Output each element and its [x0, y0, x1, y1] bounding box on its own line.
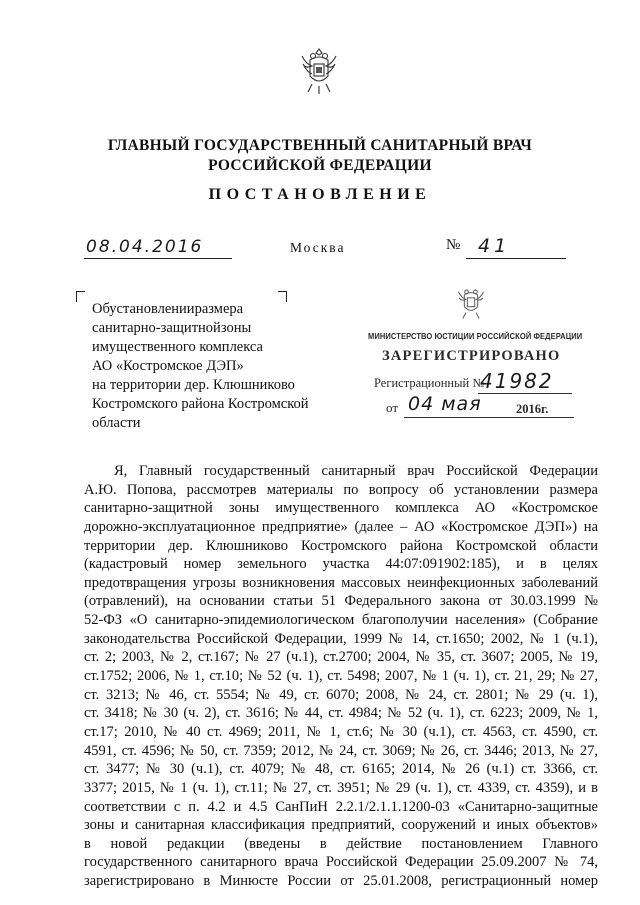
- body-line: зоны и санитарная классификация предприятий, сооружений и иных объектов»: [84, 817, 598, 834]
- body-line: А.Ю. Попова, рассмотрев материалы по вопросу об установлении размера: [84, 481, 598, 498]
- subject-line: области: [92, 415, 141, 431]
- resolution-body: [84, 462, 598, 891]
- body-line: (кадастровый номер земельного участка 44:07:091902:185), и в целях: [84, 556, 598, 573]
- stamp-coat-of-arms-icon: [454, 284, 488, 322]
- subject-word: зоны: [220, 320, 252, 336]
- authority-title-line2: РОССИЙСКОЙ ФЕДЕРАЦИИ: [208, 157, 432, 174]
- stamp-year: 2016г.: [516, 402, 549, 416]
- subject-word: размера: [194, 301, 244, 317]
- body-line: зарегистрировано в Минюсте России от 25.01.2008, регистрационный номер: [84, 873, 598, 890]
- body-line: законодательства Российской Федерации, 1999 № 14, ст.1650; 2002, № 1 (ч.1),: [84, 630, 598, 647]
- registration-stamp: [364, 276, 583, 426]
- subject-word: установлении: [109, 301, 195, 317]
- body-line: ст. 3477; № 30 (ч.1), ст. 4079; № 48, ст. 6165; 2014, № 26 (ч.1) ст. 3366, ст.: [84, 761, 598, 778]
- body-line: государственного санитарного врача Российской Федерации 25.09.2007 № 74,: [84, 854, 598, 871]
- body-line: ст.1752; 2006, № 1, ст.10; № 52 (ч. 1), ст. 5498; 2007, № 1 (ч. 1), ст. 21, 29; № 27,: [84, 668, 598, 685]
- body-line: ст. 2; 2003, № 2, ст.167; № 27 (ч.1), ст.2700; 2004, № 35, ст. 3607; 2005, № 19,: [84, 649, 598, 666]
- stamp-reg-underline: [478, 393, 572, 394]
- date-field: [84, 238, 232, 259]
- city-label: Москва: [290, 240, 346, 255]
- stamp-date: 04 мая: [408, 393, 482, 415]
- subject-line: имущественного комплекса: [92, 339, 263, 355]
- body-line: в новой редакции (введены в действие постановлением Главного: [84, 835, 598, 852]
- coat-of-arms-icon: [296, 46, 342, 96]
- number-sign: №: [446, 237, 461, 253]
- stamp-date-underline: [404, 417, 574, 418]
- subject-line: Костромского района Костромской: [92, 396, 309, 412]
- number-field: [466, 235, 566, 259]
- body-line: Я, Главный государственный санитарный врач Российской Федерации: [114, 463, 598, 479]
- subject-word: Об: [92, 301, 110, 317]
- subject-block: [92, 300, 356, 433]
- stamp-reg-number-label: Регистрационный №: [374, 376, 485, 390]
- subject-bracket-left: [76, 291, 85, 302]
- authority-title-line1: ГЛАВНЫЙ ГОСУДАРСТВЕННЫЙ САНИТАРНЫЙ ВРАЧ: [107, 137, 533, 154]
- stamp-ministry-name: МИНИСТЕРСТВО ЮСТИЦИИ РОССИЙСКОЙ ФЕДЕРАЦИИ: [368, 332, 583, 341]
- body-line: (отравлений), на основании статьи 51 Федерального закона от 30.03.1999 №: [84, 593, 598, 610]
- body-line: ст. 3213; № 46, ст. 5554; № 49, ст. 6070; 2008, № 24, ст. 2801; № 29 (ч. 1),: [84, 686, 598, 703]
- body-line: ст. 3418; № 30 (ч. 2), ст. 3616; № 44, ст. 4984; № 52 (ч. 1), ст. 6223; 2009, № 1,: [84, 705, 598, 722]
- subject-line: на территории дер. Клюшниково: [92, 377, 295, 393]
- body-line: предотвращения угрозы возникновения массовых неинфекционных заболеваний: [84, 574, 598, 591]
- handwritten-number: 41: [478, 235, 511, 257]
- stamp-from-label: от: [386, 400, 399, 415]
- body-line: территории дер. Клюшниково Костромского района Костромской области: [84, 537, 598, 554]
- body-line: ст.17; 2010, № 40 ст. 4969; 2011, № 1, ст.6; № 30 (ч.1), ст. 4563, ст. 4590, ст.: [84, 723, 598, 740]
- body-line: соответствии с п. 4.2 и 4.5 СанПиН 2.2.1/2.1.1.1200-03 «Санитарно-защитные: [84, 798, 598, 815]
- body-line: 3377; 2015, № 1 (ч. 1), ст.11; № 27, ст. 3951; № 29 (ч. 1), ст. 4339, ст. 4359), и в: [84, 779, 598, 796]
- body-line: дорожно-эксплуатационное предприятие» (далее – АО «Костромское ДЭП») на: [84, 518, 598, 535]
- body-line: 52-ФЗ «О санитарно-эпидемиологическом благополучии населения» (Собрание: [84, 612, 598, 629]
- document-type-title: ПОСТАНОВЛЕНИЕ: [208, 186, 432, 203]
- stamp-reg-number: 41982: [480, 369, 554, 393]
- body-line: 4591, ст. 4596; № 50, ст. 7359; 2012, № 24, ст. 3069; № 26, ст. 3446; 2013, № 27,: [84, 742, 598, 759]
- subject-line: [92, 319, 288, 338]
- body-line: санитарно-защитной зоны имущественного комплекса АО «Костромское: [84, 500, 598, 517]
- stamp-registered-label: ЗАРЕГИСТРИРОВАНО: [382, 348, 561, 364]
- subject-line: АО «Костромское ДЭП»: [92, 358, 244, 374]
- handwritten-date: 08.04.2016: [86, 237, 204, 257]
- subject-line: [92, 300, 288, 319]
- subject-word: санитарно-защитной: [92, 320, 221, 336]
